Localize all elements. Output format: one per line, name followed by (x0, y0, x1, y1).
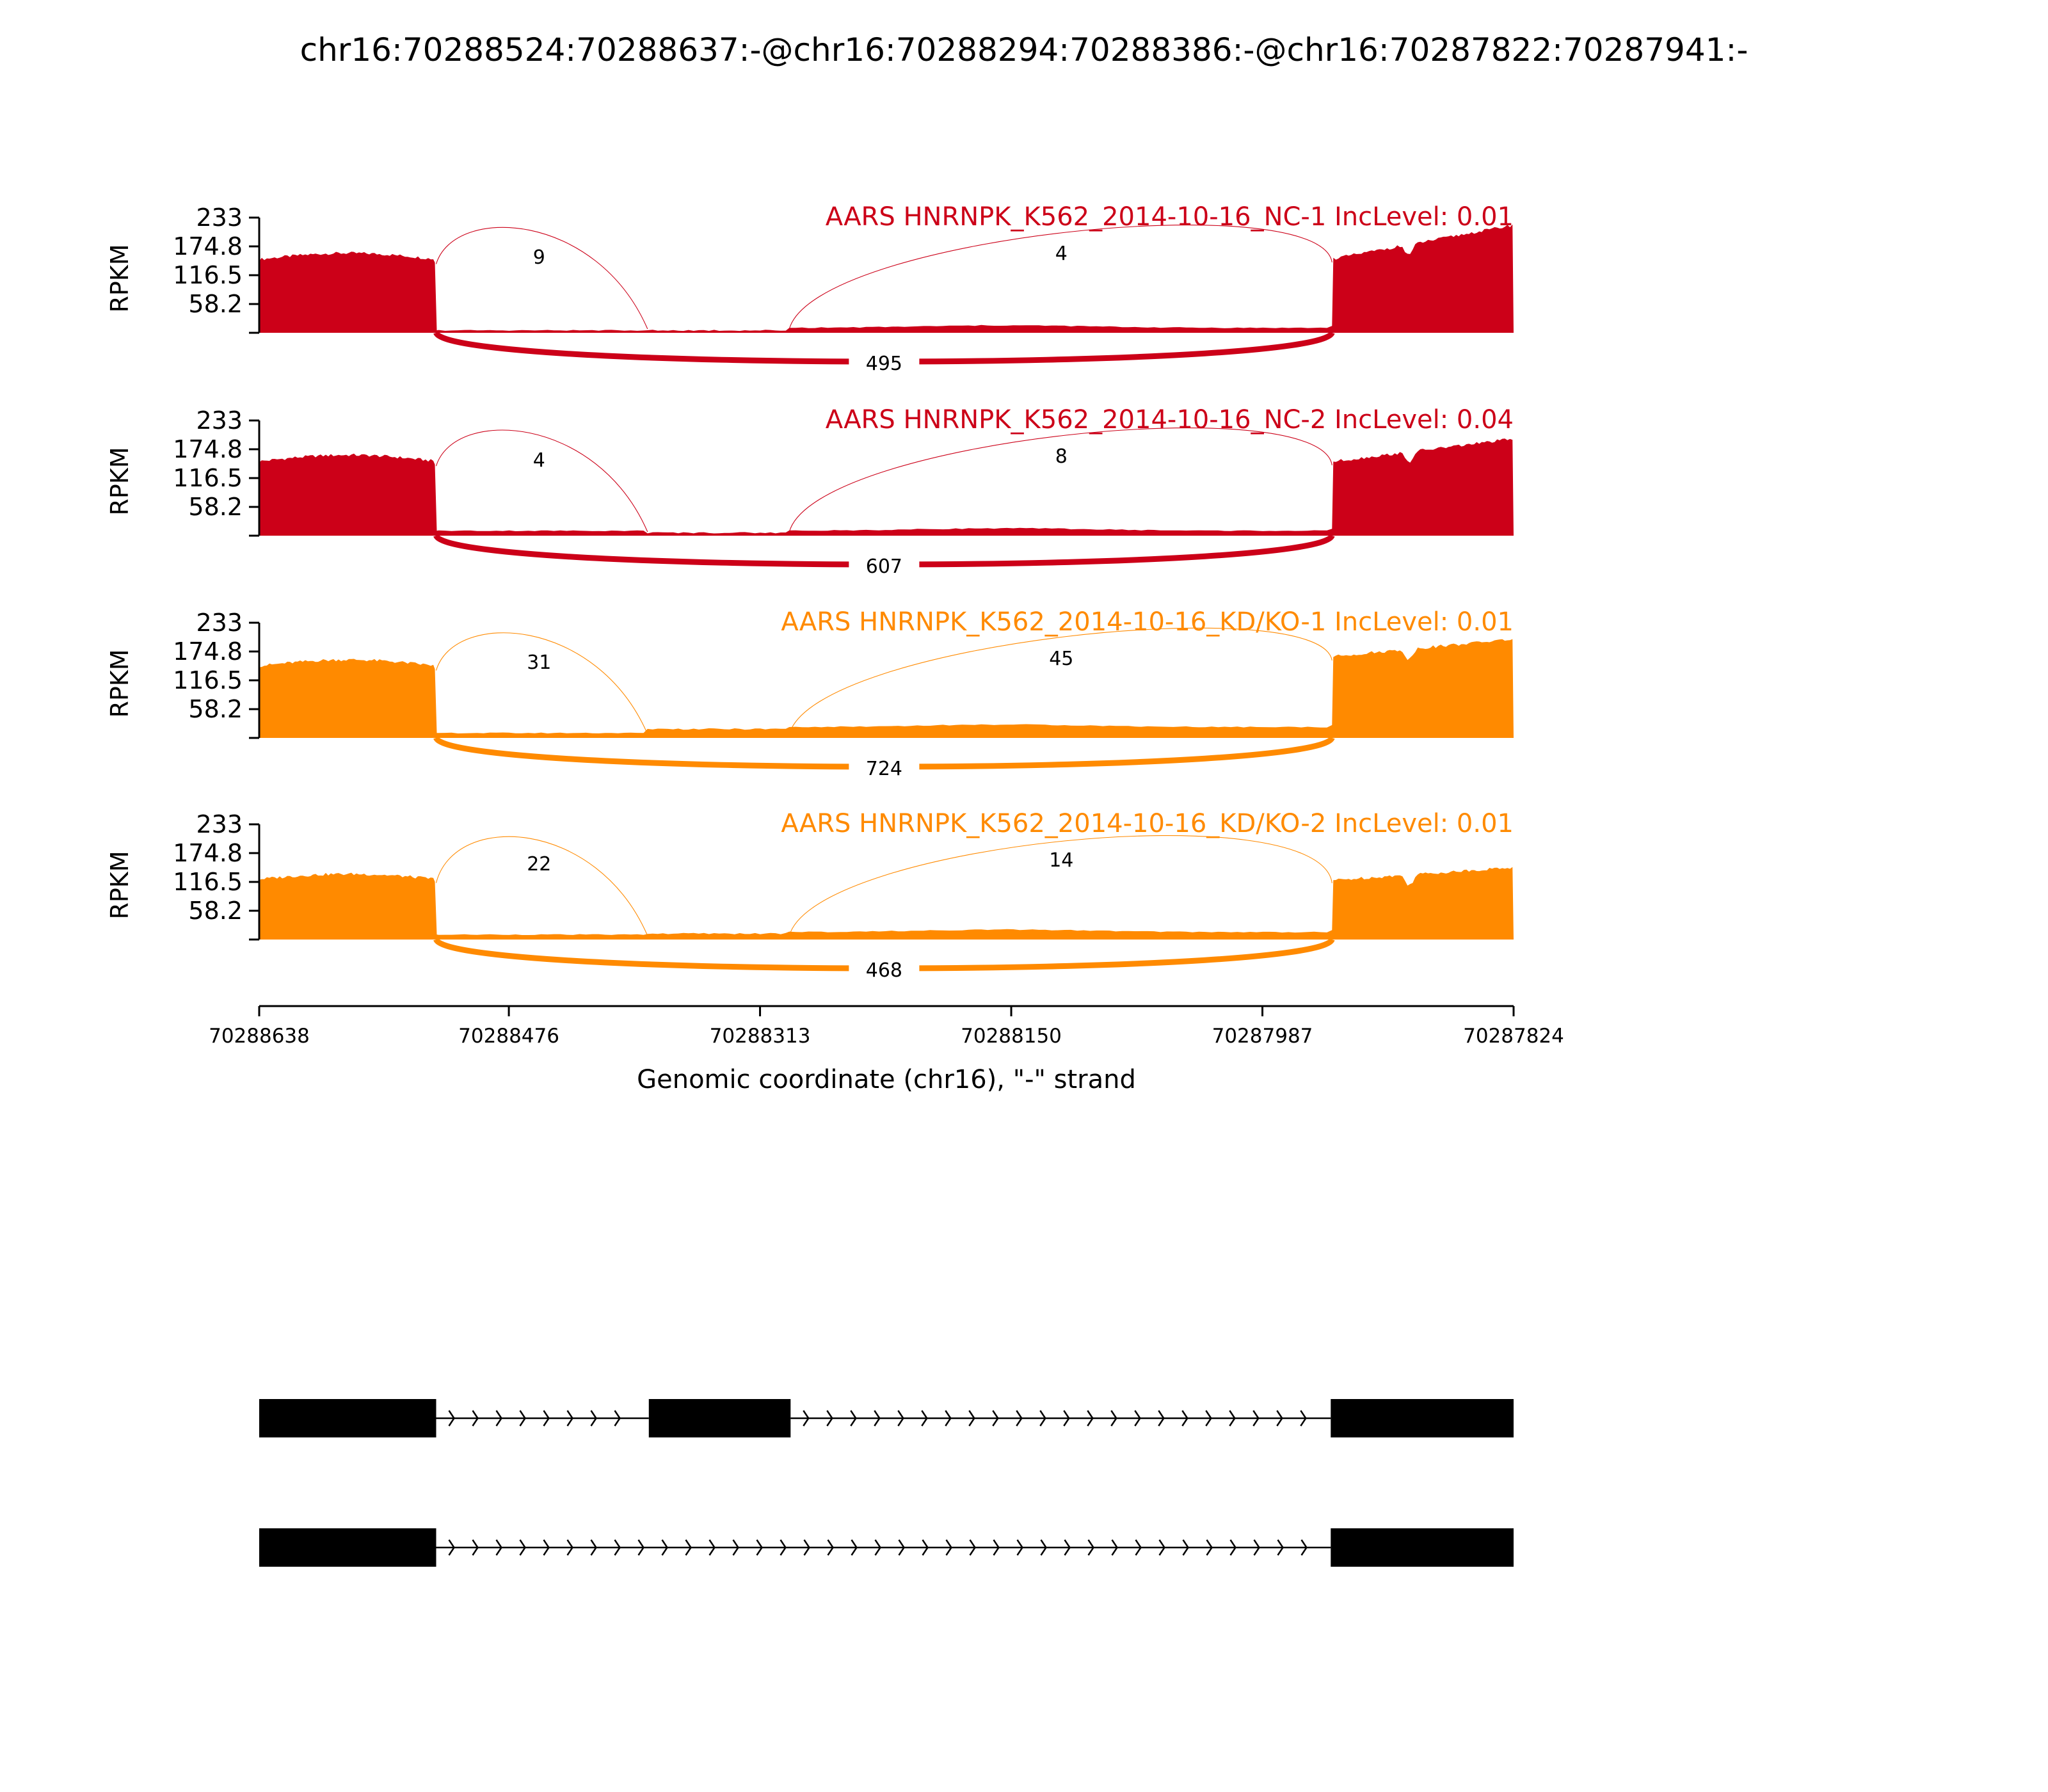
junction-label-inclusion-2: 4 (1055, 243, 1068, 265)
figure-title: chr16:70288524:70288637:-@chr16:70288294:70288386:-@chr16:70287822:70287941:- (300, 31, 1748, 68)
exon-block (259, 1399, 436, 1437)
track-title: AARS HNRNPK_K562_2014-10-16_KD/KO-2 IncLevel: 0.01 (781, 809, 1514, 838)
y-tick-label: 116.5 (173, 464, 243, 492)
junction-label-skipping: 607 (865, 556, 903, 578)
y-tick-label: 58.2 (188, 897, 243, 925)
y-tick-label: 116.5 (173, 868, 243, 896)
y-tick-label: 233 (196, 204, 243, 232)
junction-label-inclusion-1: 4 (532, 449, 545, 472)
junction-label-inclusion-1: 31 (527, 652, 552, 674)
y-tick-label: 116.5 (173, 261, 243, 289)
track-title: AARS HNRNPK_K562_2014-10-16_NC-1 IncLevel: 0.01 (825, 202, 1514, 232)
y-axis-label: RPKM (106, 649, 134, 718)
y-tick-label: 58.2 (188, 695, 243, 724)
y-tick-label: 174.8 (173, 637, 243, 666)
y-tick-label: 116.5 (173, 666, 243, 694)
junction-label-inclusion-2: 45 (1049, 648, 1074, 670)
junction-label-skipping: 495 (865, 353, 903, 375)
y-axis-label: RPKM (106, 851, 134, 920)
y-tick-label: 174.8 (173, 232, 243, 260)
junction-label-inclusion-1: 22 (527, 853, 552, 876)
y-axis-label: RPKM (106, 244, 134, 313)
x-tick-label: 70288638 (209, 1025, 310, 1048)
junction-label-inclusion-2: 8 (1055, 445, 1068, 468)
y-tick-label: 233 (196, 810, 243, 838)
junction-label-skipping: 468 (865, 959, 903, 982)
y-tick-label: 233 (196, 406, 243, 435)
x-tick-label: 70287824 (1463, 1025, 1564, 1048)
y-tick-label: 174.8 (173, 435, 243, 463)
y-tick-label: 58.2 (188, 493, 243, 522)
y-axis-label: RPKM (106, 447, 134, 516)
x-tick-label: 70288313 (709, 1025, 811, 1048)
junction-label-inclusion-2: 14 (1049, 849, 1074, 872)
exon-block (1331, 1528, 1514, 1567)
x-tick-label: 70288150 (961, 1025, 1062, 1048)
exon-block (259, 1528, 436, 1567)
exon-block (1331, 1399, 1514, 1437)
y-tick-label: 233 (196, 609, 243, 637)
x-tick-label: 70288476 (458, 1025, 559, 1048)
junction-label-inclusion-1: 9 (532, 246, 545, 269)
track-title: AARS HNRNPK_K562_2014-10-16_KD/KO-1 IncLevel: 0.01 (781, 607, 1514, 637)
y-tick-label: 58.2 (188, 290, 243, 319)
track-title: AARS HNRNPK_K562_2014-10-16_NC-2 IncLevel: 0.04 (825, 405, 1514, 435)
y-tick-label: 174.8 (173, 838, 243, 867)
exon-block (649, 1399, 791, 1437)
junction-label-skipping: 724 (865, 758, 903, 780)
x-tick-label: 70287987 (1212, 1025, 1313, 1048)
x-axis-label: Genomic coordinate (chr16), "-" strand (637, 1065, 1136, 1094)
